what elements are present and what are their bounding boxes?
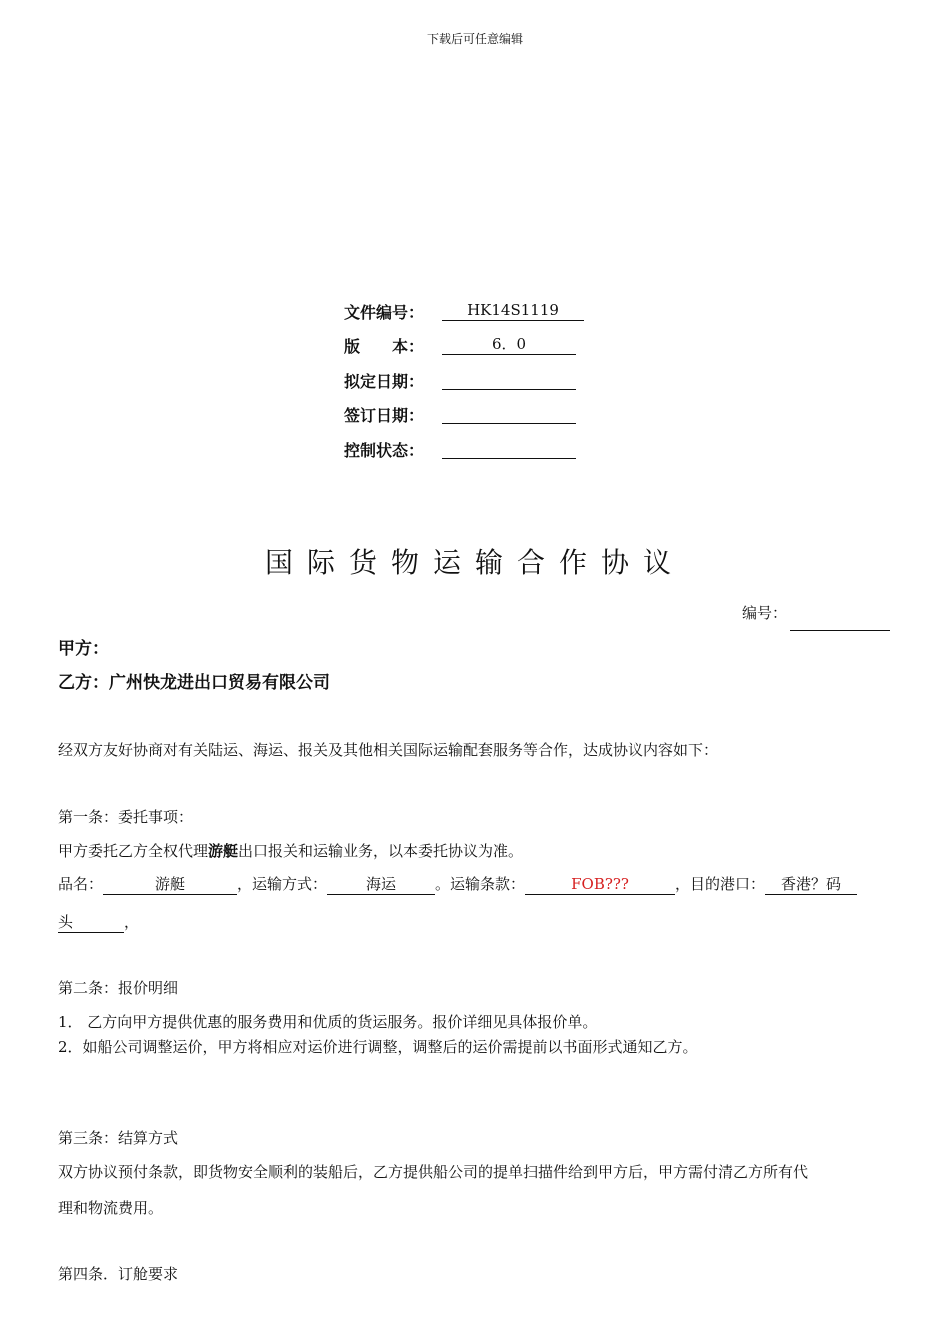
article2-item2: 2．如船公司调整运价，甲方将相应对运价进行调整，调整后的运价需提前以书面形式通知乙方。 [58,1038,698,1056]
intro-paragraph: 经双方友好协商对有关陆运、海运、报关及其他相关国际运输配套服务等合作，达成协议内容如下： [58,741,719,759]
product-label: 品名： [58,875,104,893]
article4-heading: 第四条．订舱要求 [58,1265,179,1283]
version-label: 版 本： [344,337,425,356]
mode-label: ，运输方式： [237,875,328,893]
article1-fields-cont [58,911,139,933]
product-value: 游艇 [103,875,237,895]
draft-date-value [442,369,576,390]
party-b: 乙方：广州快龙进出口贸易有限公司 [58,673,330,693]
mode-value: 海运 [327,875,435,895]
serial-label: 编号： [742,604,788,622]
port-value: 香港？码 [765,875,857,895]
sign-date-value [442,403,576,424]
article2-item1: 1． 乙方向甲方提供优惠的服务费用和优质的货运服务。报价详细见具体报价单。 [58,1013,598,1031]
article1-heading: 第一条：委托事项： [58,808,194,826]
article1-fields [58,873,857,895]
port-label: ，目的港口： [675,875,766,893]
port-value-cont: 头 [58,913,124,933]
control-status-label: 控制状态： [344,441,425,460]
document-title: 国际货物运输合作协议 [264,546,685,579]
party-a: 甲方： [58,639,109,659]
article3-line2: 理和物流费用。 [58,1199,164,1217]
article1-line [58,840,523,861]
terms-label: 。运输条款： [435,875,526,893]
sign-date-label: 签订日期： [344,406,425,425]
article1-line-bold: 游艇 [208,842,239,860]
draft-date-label: 拟定日期： [344,372,425,391]
serial-blank [790,630,890,631]
version-value: 6．0 [442,334,576,355]
file-no-label: 文件编号： [344,303,425,322]
article3-line1: 双方协议预付条款，即货物安全顺利的装船后，乙方提供船公司的提单扫描件给到甲方后，甲方需付清乙方所有代 [58,1163,809,1181]
article2-heading: 第二条：报价明细 [58,979,179,997]
file-no-value: HK14S1119 [442,300,584,321]
article1-line-post: 出口报关和运输业务，以本委托协议为准。 [238,842,524,860]
article1-line-pre: 甲方委托乙方全权代理 [58,842,209,860]
header-note: 下载后可任意编辑 [426,32,523,46]
control-status-value [442,438,576,459]
article1-tail: ， [124,913,140,931]
terms-value: FOB??? [525,875,675,895]
article3-heading: 第三条：结算方式 [58,1129,179,1147]
